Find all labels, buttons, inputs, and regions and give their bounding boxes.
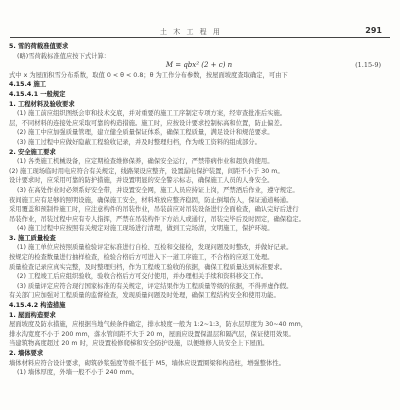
text-line: (略)雪荷载标准值应按下式计算： — [17, 52, 111, 60]
section-heading: 1. 屋面构造要求 — [9, 311, 56, 319]
text-line: (1) 施工单位应按照质量检验评定标准进行自检、互检和交接检，发现问题及时整改，并做好记录。 — [17, 244, 293, 252]
text-line: (3) 在高处作业时必须系好安全带，并设置安全网，施工人员应持证上岗，严禁酒后作业，遵守规定。 — [17, 186, 299, 194]
text-line: 屋面坡度及防水措施，应根据当地气候条件确定，排水坡度一般为 1:2~1:3，防水层厚度为 30~40 mm， — [9, 321, 308, 329]
text-line: 吊装作业，吊装过程中应有专人指挥，严禁在吊装构件下方站人或通行，吊装完毕后及时固定，确保稳定。 — [9, 215, 305, 223]
text-line: (1) 墙体厚度，外墙一般不小于 240 mm。 — [17, 369, 139, 377]
header-rule — [10, 37, 390, 38]
section-heading: 2. 墙体要求 — [9, 350, 44, 357]
text-line: (1) 施工前应组织图纸会审和技术交底，并对重要的施工工序制定专项方案，经审查批准后实施。 — [17, 110, 287, 118]
section-heading: 4.15.4.1 一般规定 — [9, 90, 66, 98]
text-line: (1) 各类施工机械设备，应定期检查维修保养，确保安全运行，严禁带病作业和超负荷使用。 — [17, 158, 274, 166]
text-line: 夜间施工应有足够的照明设施，确保施工安全，材料堆放应整齐稳固，防止倒塌伤人，保证通道畅通。 — [9, 196, 293, 204]
text-line: 质量检查记录应真实完整，及时整理归档，作为工程竣工验收的依据，确保工程质量达到标准要求。 — [9, 263, 287, 271]
book-title: 土 木 工 程 用 — [160, 28, 222, 36]
text-line: (2) 施工现场临时用电应符合有关规定，线路架设应整齐，设置漏电保护装置，间距不小于 30 m。 — [9, 167, 284, 175]
equation-number: (1.15-9) — [355, 61, 381, 70]
section-heading: 1. 工程材料及验收要求 — [9, 100, 75, 108]
running-header — [0, 0, 400, 40]
text-line: 层，不同材料的连接处应采取可靠的构造措施。施工时，应按设计要求控制标高和位置，防止偏差。 — [9, 119, 287, 127]
document-body — [9, 42, 389, 378]
text-line: (2) 施工中应加强质量管理，建立健全质量保证体系，确保工程质量，满足设计和规范要求。 — [17, 129, 274, 137]
text-line: 当建筑物高度超过 20 m 时，应设置检修爬梯和安全防护设施，以便维修人员安全上下屋面。 — [9, 340, 269, 348]
text-line: 采用覆盖和预制件施工时，应注意构件的吊装作业，吊装前应对吊装设备进行全面检查，确认完好后进行 — [9, 206, 299, 214]
text-line: 排水沟宽度不小于 200 mm，落水管间距不大于 20 m，屋面应设置保温层和隔汽层，保证使用效果。 — [9, 330, 295, 338]
text-line: 墙体材料应符合设计要求，砌筑砂浆强度等级不低于 M5，墙体应设置圈梁和构造柱，增强整体性。 — [9, 359, 285, 367]
text-line: 有关部门应加强对工程质量的监督检查，发现质量问题及时处理，确保工程结构安全和使用功能。 — [9, 292, 280, 300]
text-line: 式中 x 为屋面积雪分布系数，取值 0 < θ < 0.8；θ 为工作分布参数，按屋面坡度查取确定，可由下 — [9, 71, 288, 79]
page-number: 291 — [365, 26, 382, 35]
section-heading: 5. 雪的荷载准值要求 — [9, 43, 69, 50]
text-line: (2) 工程竣工后应组织验收，验收合格后方可交付使用，并办理相关手续和资料移交工作。 — [17, 273, 268, 281]
formula-text: M = qbx² (2 + c) n — [165, 61, 233, 70]
section-heading: 3. 施工质量检查 — [9, 234, 56, 242]
text-line: (3) 施工过程中应做好隐蔽工程验收记录，并及时整理归档，作为竣工资料的组成部分。 — [17, 138, 261, 146]
formula-line — [9, 61, 389, 71]
section-heading: 2. 安全施工要求 — [9, 148, 56, 156]
section-heading: 4.15.4 施工 — [9, 81, 47, 89]
text-line: 设计要求时，应采用可靠的防护措施，并设置明显的安全警示标志，确保施工人员的人身安全。 — [9, 177, 274, 185]
text-line: (3) 质量评定应符合现行国家标准的有关规定，评定结果作为工程质量等级的依据，不得弄虚作假。 — [17, 282, 293, 290]
text-line: (4) 施工过程中应按照有关规定对施工现场进行清理，做到工完场清，文明施工，保护环境。 — [17, 225, 274, 233]
text-line: 按规定的检查数量进行抽样检查，检验合格后方可进入下一道工序施工，不合格的应返工处理。 — [9, 254, 274, 262]
section-heading: 4.15.4.2 构造措施 — [9, 302, 66, 310]
